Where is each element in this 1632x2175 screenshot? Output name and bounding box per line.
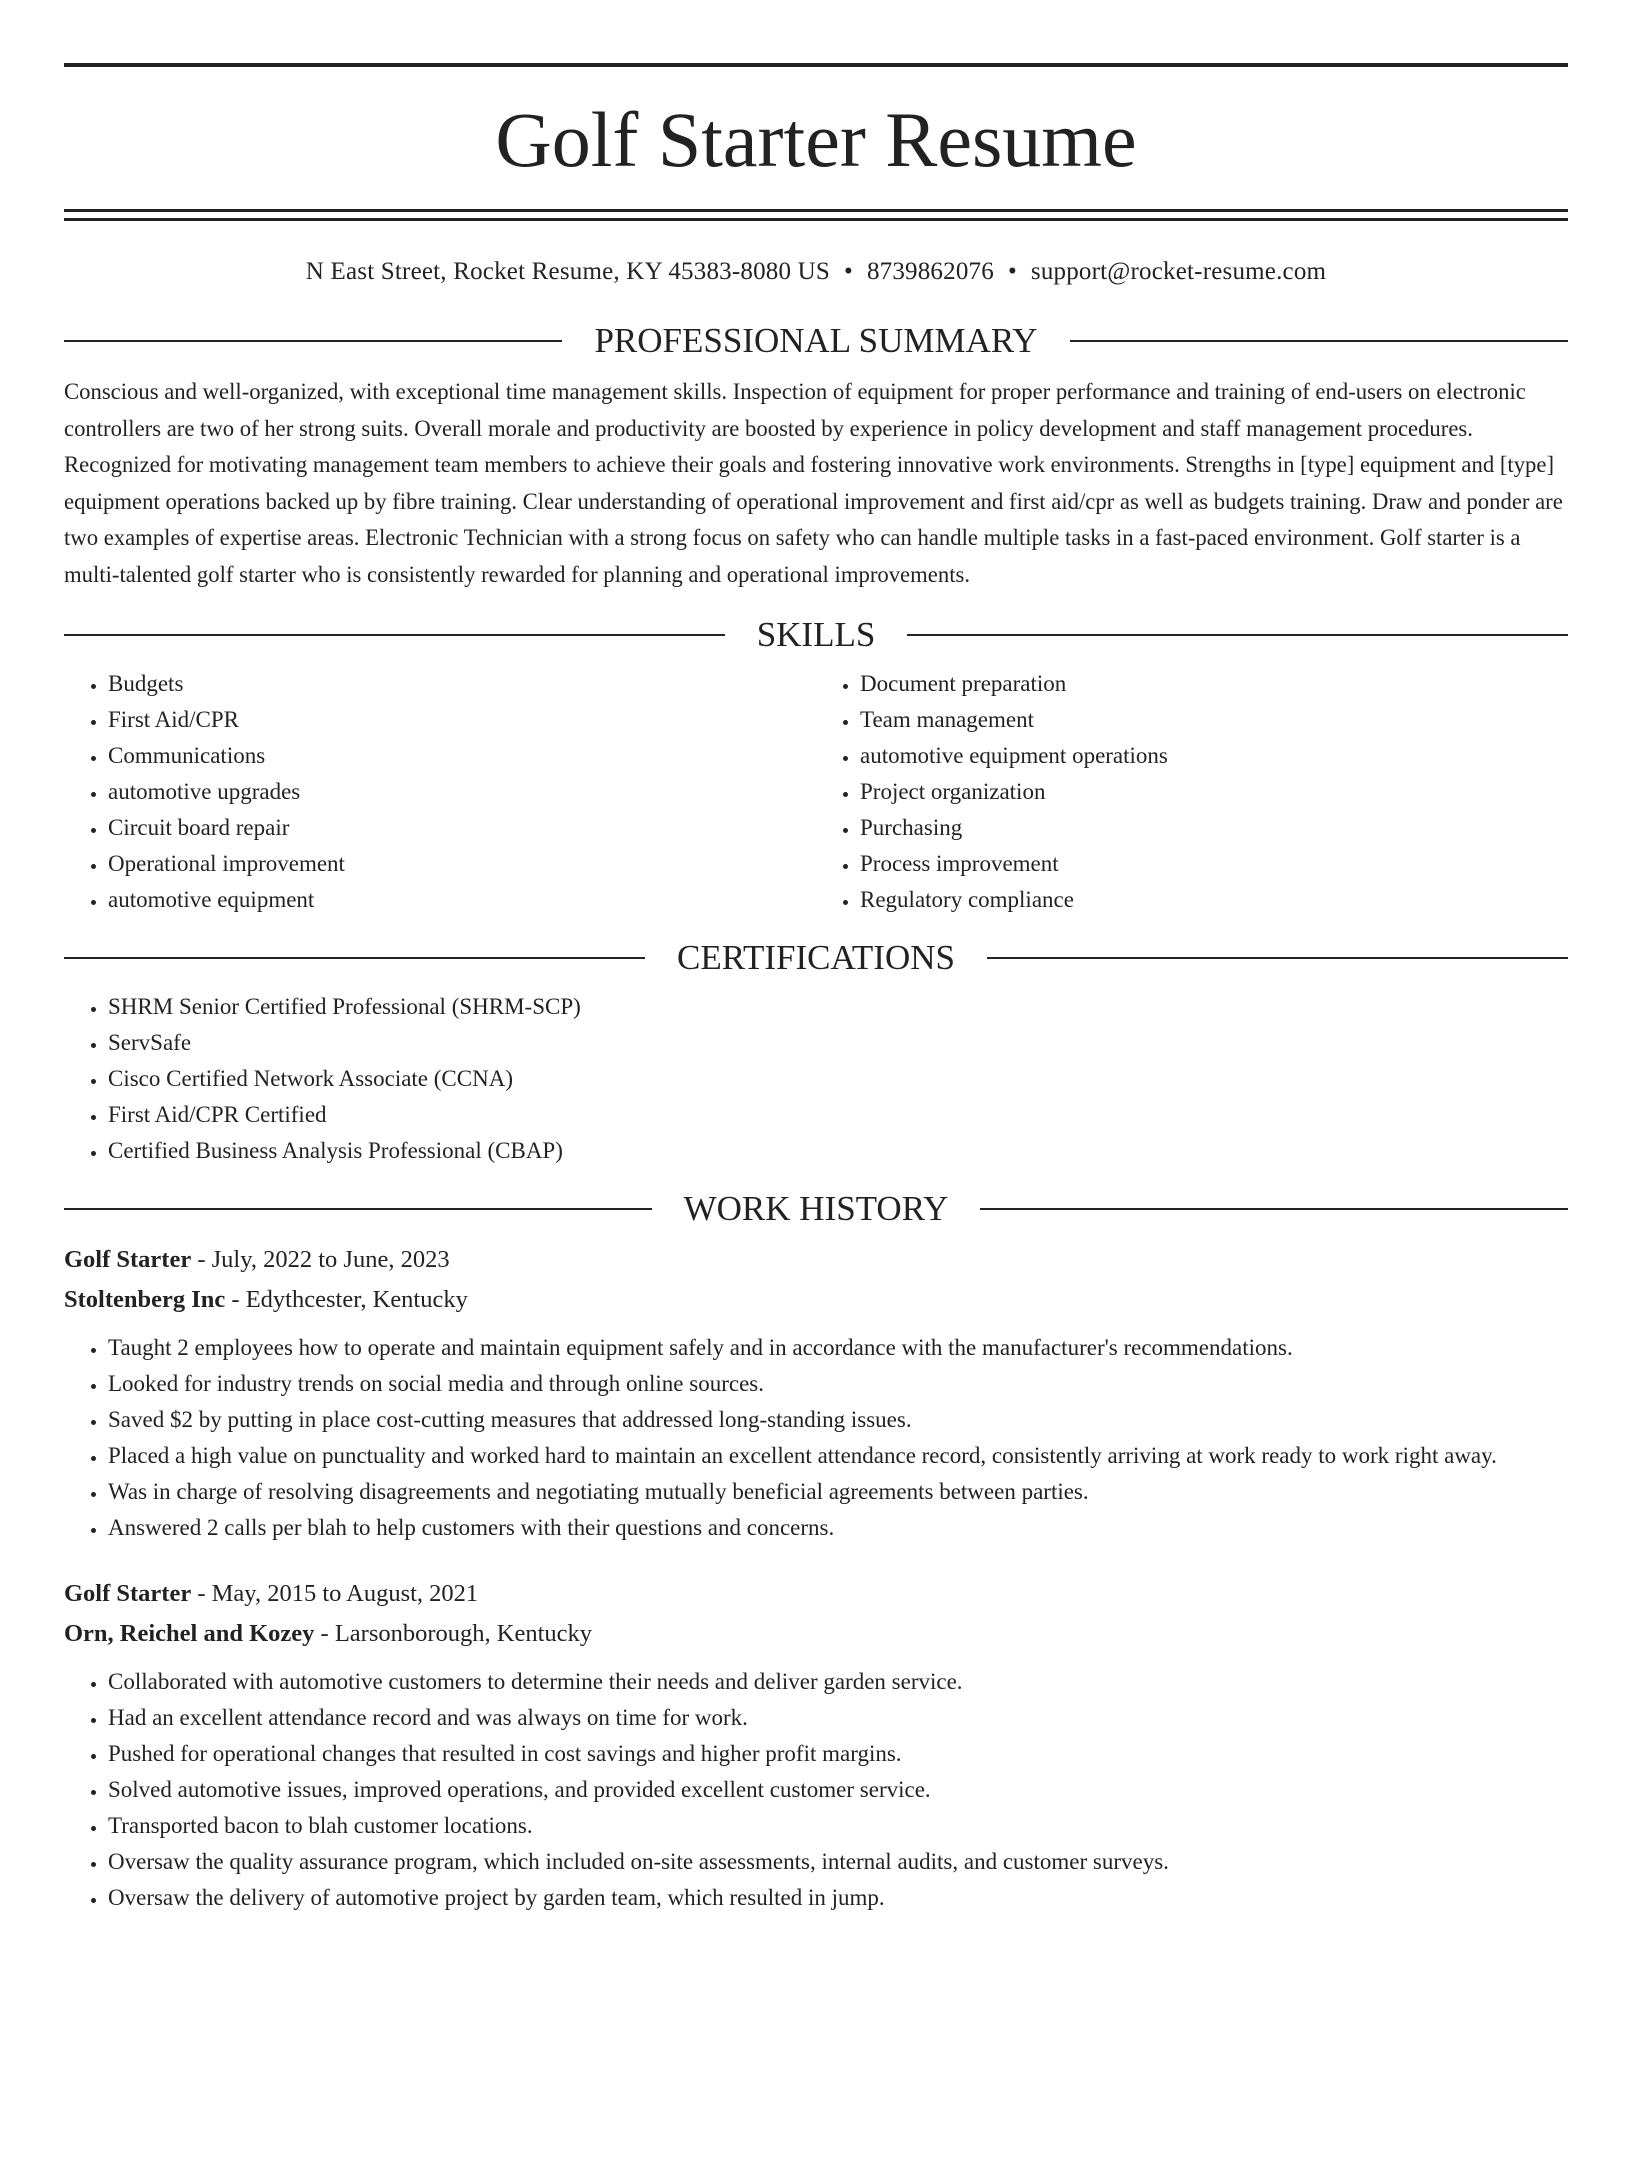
section-rule-left xyxy=(64,957,645,959)
section-rule-left xyxy=(64,634,725,636)
skill-item: • automotive equipment operations xyxy=(860,738,1568,774)
skills-grid xyxy=(64,666,1568,918)
skill-item: • Process improvement xyxy=(860,846,1568,882)
contact-email: support@rocket-resume.com xyxy=(1030,258,1327,285)
job-title: Golf Starter xyxy=(64,1246,192,1273)
skill-item: • automotive upgrades xyxy=(108,774,816,810)
skills-list-right xyxy=(816,666,1568,918)
contact-address: N East Street, Rocket Resume, KY 45383-8080 US xyxy=(305,258,830,285)
skill-item: • First Aid/CPR xyxy=(108,702,816,738)
job-company: Orn, Reichel and Kozey xyxy=(64,1620,315,1647)
section-rule-right xyxy=(1070,340,1568,342)
contact-phone: 8739862076 xyxy=(866,258,994,285)
job-title-line xyxy=(64,1240,1568,1280)
contact-separator: • xyxy=(1007,258,1017,285)
job-location: - Larsonborough, Kentucky xyxy=(314,1620,593,1647)
job-bullet: • Oversaw the delivery of automotive project by garden team, which resulted in jump. xyxy=(108,1880,1568,1916)
certification-item: • First Aid/CPR Certified xyxy=(108,1097,1568,1133)
skills-list-left xyxy=(64,666,816,918)
skill-item: • automotive equipment xyxy=(108,882,816,918)
summary-section-header xyxy=(64,323,1568,358)
certifications-section-header xyxy=(64,940,1568,975)
job-entry xyxy=(64,1240,1568,1546)
job-dates: - July, 2022 to June, 2023 xyxy=(191,1246,450,1273)
resume-page xyxy=(0,63,1632,2175)
header-top-rule xyxy=(64,63,1568,67)
skill-item: • Circuit board repair xyxy=(108,810,816,846)
skill-item: • Budgets xyxy=(108,666,816,702)
job-dates: - May, 2015 to August, 2021 xyxy=(191,1580,479,1607)
job-company-line xyxy=(64,1614,1568,1654)
summary-text: Conscious and well-organized, with exceptional time management skills. Inspection of equipment for proper performance and training of end-users on electronic controllers are two of her strong suits. Overall morale and productivity are boosted by experience in policy development and staff management procedures. Recognized for motivating management team members to achieve their goals and fostering innovative work environments. Strengths in [type] equipment and [type] equipment operations backed up by fibre training. Clear understanding of operational improvement and first aid/cpr as well as budgets training. Draw and ponder are two examples of expertise areas. Electronic Technician with a strong focus on safety who can handle multiple tasks in a fast-paced environment. Golf starter is a multi-talented golf starter who is consistently rewarded for planning and operational improvements. xyxy=(64,379,1563,587)
skill-item: • Operational improvement xyxy=(108,846,816,882)
job-bullet: • Was in charge of resolving disagreements and negotiating mutually beneficial agreements between parties. xyxy=(108,1474,1568,1510)
skill-item: • Regulatory compliance xyxy=(860,882,1568,918)
job-location: - Edythcester, Kentucky xyxy=(225,1286,468,1313)
job-bullet: • Taught 2 employees how to operate and maintain equipment safely and in accordance with the manufacturer's recommendations. xyxy=(108,1330,1568,1366)
skill-item: • Purchasing xyxy=(860,810,1568,846)
job-bullet: • Had an excellent attendance record and was always on time for work. xyxy=(108,1700,1568,1736)
section-rule-right xyxy=(987,957,1568,959)
skills-section-header xyxy=(64,617,1568,652)
skill-item: • Document preparation xyxy=(860,666,1568,702)
job-bullet: • Looked for industry trends on social media and through online sources. xyxy=(108,1366,1568,1402)
job-title: Golf Starter xyxy=(64,1580,192,1607)
job-bullet: • Answered 2 calls per blah to help customers with their questions and concerns. xyxy=(108,1510,1568,1546)
job-company: Stoltenberg Inc xyxy=(64,1286,226,1313)
section-rule-left xyxy=(64,340,562,342)
skill-item: • Communications xyxy=(108,738,816,774)
skill-item: • Team management xyxy=(860,702,1568,738)
section-rule-right xyxy=(907,634,1568,636)
skills-heading: SKILLS xyxy=(756,615,876,654)
summary-heading: PROFESSIONAL SUMMARY xyxy=(594,321,1038,360)
job-bullet: • Transported bacon to blah customer locations. xyxy=(108,1808,1568,1844)
job-entry xyxy=(64,1574,1568,1916)
contact-separator: • xyxy=(843,258,853,285)
certification-item: • Certified Business Analysis Professional (CBAP) xyxy=(108,1133,1568,1169)
job-bullet: • Solved automotive issues, improved operations, and provided excellent customer service. xyxy=(108,1772,1568,1808)
certification-item: • ServSafe xyxy=(108,1025,1568,1061)
job-bullet: • Placed a high value on punctuality and worked hard to maintain an excellent attendance record, consistently arriving at work ready to work right away. xyxy=(108,1438,1568,1474)
job-bullet: • Oversaw the quality assurance program, which included on-site assessments, internal audits, and customer surveys. xyxy=(108,1844,1568,1880)
job-bullets xyxy=(64,1664,1568,1916)
job-title-line xyxy=(64,1574,1568,1614)
certification-item: • Cisco Certified Network Associate (CCNA) xyxy=(108,1061,1568,1097)
job-bullet: • Saved $2 by putting in place cost-cutting measures that addressed long-standing issues. xyxy=(108,1402,1568,1438)
work-section-header xyxy=(64,1191,1568,1226)
certifications-list xyxy=(64,989,1568,1169)
section-rule-left xyxy=(64,1208,652,1210)
skill-item: • Project organization xyxy=(860,774,1568,810)
certification-item: • SHRM Senior Certified Professional (SHRM-SCP) xyxy=(108,989,1568,1025)
header-double-rule xyxy=(64,209,1568,221)
contact-line xyxy=(64,257,1568,287)
work-heading: WORK HISTORY xyxy=(683,1189,949,1228)
section-rule-right xyxy=(980,1208,1568,1210)
job-company-line xyxy=(64,1280,1568,1320)
certifications-heading: CERTIFICATIONS xyxy=(677,938,955,977)
resume-title: Golf Starter Resume xyxy=(495,96,1137,183)
job-bullet: • Collaborated with automotive customers to determine their needs and deliver garden service. xyxy=(108,1664,1568,1700)
job-bullet: • Pushed for operational changes that resulted in cost savings and higher profit margins. xyxy=(108,1736,1568,1772)
job-bullets xyxy=(64,1330,1568,1546)
